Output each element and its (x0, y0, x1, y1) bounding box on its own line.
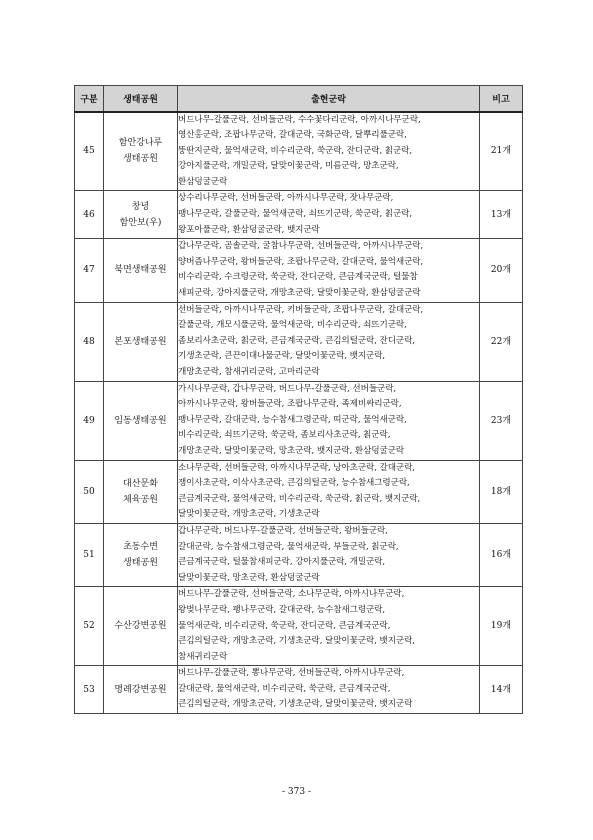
table-row (75, 587, 523, 666)
table-row (75, 239, 523, 302)
row-number: 51 (75, 523, 104, 586)
community-list (178, 460, 480, 523)
community-count: 20개 (480, 239, 523, 302)
community-list (178, 191, 480, 239)
park-name-line: 본포생태공원 (114, 336, 167, 347)
community-line: 영산홍군락, 조팝나무군락, 갈대군락, 국화군락, 달뿌리풀군락, (178, 130, 407, 141)
header-division: 구분 (75, 86, 104, 112)
community-line: 달맞이꽃군락, 개망초군락, 기생초군락 (178, 509, 320, 520)
community-line: 환삼덩굴군락 (178, 176, 228, 187)
row-number: 52 (75, 587, 104, 666)
community-list (178, 381, 480, 460)
community-count: 13개 (480, 191, 523, 239)
community-count: 18개 (480, 460, 523, 523)
community-line: 양버즘나무군락, 왕버들군락, 조팝나무군락, 갈대군락, 물억새군락, (178, 256, 424, 267)
community-line: 소나무군락, 선버들군락, 아까시나무군락, 낭아초군락, 갈대군락, (178, 462, 415, 473)
community-line: 갑나무군락, 버드나무-갈풀군락, 선버들군락, 왕버들군락, (178, 525, 388, 536)
header-communities: 출현군락 (178, 86, 480, 112)
community-line: 개망초군락, 참새귀리군락, 고마리군락 (178, 367, 320, 377)
community-count: 23개 (480, 381, 523, 460)
community-line: 갈풀군락, 개모시풀군락, 물억새군락, 비수리군락, 쇠뜨기군락, (178, 320, 407, 331)
row-number: 46 (75, 191, 104, 239)
community-line: 비수리군락, 쇠뜨기군락, 쑥군락, 좀보리사초군락, 칡군락, (178, 430, 391, 441)
community-line: 팽나무군락, 갈대군락, 능수참새그령군락, 띠군락, 물억새군락, (178, 414, 407, 425)
community-line: 왕벚나무군락, 팽나무군락, 갈대군락, 능수참새그령군락, (178, 604, 386, 615)
park-name (104, 302, 178, 381)
community-list (178, 587, 480, 666)
table-row (75, 381, 523, 460)
park-name-line: 함안보(우) (119, 217, 162, 228)
park-name-line: 함안강나루 (118, 138, 163, 149)
community-line: 아까시나무군락, 왕버들군락, 조팝나무군락, 족제비싸리군락, (178, 399, 402, 410)
park-name-line: 대산문화 (123, 478, 158, 489)
park-name-line: 초동수변 (123, 542, 158, 553)
community-line: 큰김의털군락, 개망초군락, 기생초군락, 달맞이꽃군락, 뱃지군락, (178, 636, 415, 647)
community-line: 팽나무군락, 갈풀군락, 물억새군락, 쇠뜨기군락, 쑥군락, 칡군락, (178, 209, 412, 220)
community-line: 새피군락, 강아지풀군락, 개망초군락, 달맞이꽃군락, 환삼덩굴군락 (178, 288, 421, 299)
community-count: 16개 (480, 523, 523, 586)
park-name-line: 체육공원 (123, 494, 158, 505)
park-name-line: 임동생태공원 (114, 415, 167, 426)
community-line: 기생초군락, 큰끈이대나물군락, 달맞이꽃군락, 뱃지군락, (178, 351, 386, 362)
community-list (178, 523, 480, 586)
community-line: 갈대군락, 능수참새그령군락, 물억새군락, 부들군락, 칡군락, (178, 541, 399, 552)
park-name (104, 381, 178, 460)
community-list (178, 302, 480, 381)
park-name-line: 생태공원 (123, 154, 158, 165)
community-line: 개망초군락, 달맞이꽃군락, 망초군락, 뱃지군락, 환삼덩굴군락 (178, 445, 405, 456)
community-count: 19개 (480, 587, 523, 666)
community-list (178, 239, 480, 302)
community-line: 큰금계국군락, 물억새군락, 비수리군락, 쑥군락, 칡군락, 뱃지군락, (178, 493, 421, 504)
community-line: 상수리나무군락, 선버들군락, 아까시나무군락, 잣나무군락, (178, 193, 394, 204)
table-row (75, 666, 523, 714)
community-count: 22개 (480, 302, 523, 381)
community-line: 달맞이꽃군락, 망초군락, 환삼덩굴군락 (178, 572, 320, 583)
park-name-line: 수산강변공원 (114, 621, 167, 632)
community-list (178, 666, 480, 714)
row-number: 47 (75, 239, 104, 302)
community-line: 갈대군락, 물억새군락, 비수리군락, 쑥군락, 큰금계국군락, (178, 683, 391, 694)
park-name (104, 239, 178, 302)
park-name-line: 창녕 (131, 201, 150, 212)
park-name-line: 북면생태공원 (114, 265, 167, 276)
community-line: 선버들군락, 아까시나무군락, 키버들군락, 조팝나무군락, 갈대군락, (178, 304, 424, 315)
community-line: 참새귀리군락 (178, 651, 228, 662)
community-line: 쟁이사초군락, 이삭사초군락, 큰김의털군락, 능수참새그령군락, (178, 478, 410, 489)
table-row (75, 112, 523, 191)
row-number: 49 (75, 381, 104, 460)
table-row (75, 460, 523, 523)
park-name-line: 생태공원 (123, 558, 158, 569)
page-number: - 373 - (282, 787, 311, 797)
row-number: 45 (75, 112, 104, 191)
park-name (104, 191, 178, 239)
community-line: 버드나무-갈풀군락, 선버들군락, 소나무군락, 아까시나무군락, (178, 589, 405, 600)
community-line: 왕포아풀군락, 환삼덩굴군락, 뱃지군락 (178, 224, 320, 235)
community-line: 뚱딴지군락, 물억새군락, 비수리군락, 쑥군락, 잔디군락, 칡군락, (178, 145, 412, 156)
community-line: 큰김의털군락, 개망초군락, 기생초군락, 달맞이꽃군락, 뱃지군락 (178, 699, 413, 710)
row-number: 50 (75, 460, 104, 523)
table-body (75, 112, 523, 714)
header-eco-park: 생태공원 (104, 86, 178, 112)
community-line: 비수리군락, 수크령군락, 쑥군락, 잔디군락, 큰금계국군락, 털물참 (178, 272, 418, 283)
community-line: 좀보리사초군락, 칡군락, 큰금계국군락, 큰김의털군락, 잔디군락, (178, 335, 415, 346)
community-list (178, 112, 480, 191)
park-name (104, 460, 178, 523)
park-name (104, 523, 178, 586)
community-line: 갑나무군락, 곰솔군락, 굴참나무군락, 선버들군락, 아까시나무군락, (178, 241, 424, 252)
park-name-line: 명례강변공원 (114, 684, 167, 695)
row-number: 48 (75, 302, 104, 381)
row-number: 53 (75, 666, 104, 714)
community-line: 버드나무-갈풀군락, 뽕나무군락, 선버들군락, 아까시나무군락, (178, 668, 405, 679)
community-line: 강아지풀군락, 개밀군락, 달맞이꽃군락, 미름군락, 망초군락, (178, 161, 399, 172)
table-row (75, 302, 523, 381)
vegetation-table (74, 85, 523, 714)
community-line: 큰금계국군락, 털물참새피군락, 강아지풀군락, 개밀군락, (178, 557, 386, 568)
community-count: 14개 (480, 666, 523, 714)
community-line: 버드나무-갈풀군락, 선버들군락, 수수꽃다리군락, 아까시나무군락, (178, 114, 421, 125)
community-count: 21개 (480, 112, 523, 191)
community-line: 가시나무군락, 갑나무군락, 버드나무-갈풀군락, 선버들군락, (178, 383, 397, 394)
park-name (104, 112, 178, 191)
header-row (75, 86, 523, 112)
community-line: 물억새군락, 비수리군락, 쑥군락, 잔디군락, 큰금계국군락, (178, 620, 391, 631)
table-row (75, 523, 523, 586)
park-name (104, 587, 178, 666)
table-row (75, 191, 523, 239)
header-remarks: 비고 (480, 86, 523, 112)
park-name (104, 666, 178, 714)
